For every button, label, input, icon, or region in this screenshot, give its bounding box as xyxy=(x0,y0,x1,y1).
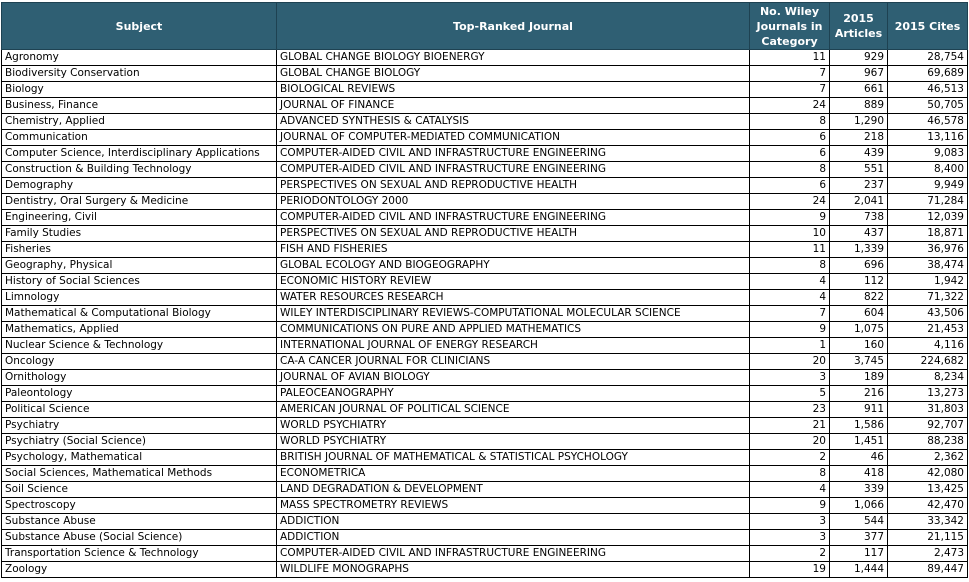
cell-wiley-count: 8 xyxy=(750,162,830,178)
cell-journal: WILDLIFE MONOGRAPHS xyxy=(277,562,750,578)
cell-wiley-count: 7 xyxy=(750,66,830,82)
table-row xyxy=(2,514,968,530)
cell-journal: PERSPECTIVES ON SEXUAL AND REPRODUCTIVE HEALTH xyxy=(277,226,750,242)
table-row xyxy=(2,466,968,482)
cell-cites: 36,976 xyxy=(888,242,968,258)
cell-cites: 71,322 xyxy=(888,290,968,306)
cell-cites: 88,238 xyxy=(888,434,968,450)
cell-subject: Substance Abuse xyxy=(2,514,277,530)
cell-subject: Political Science xyxy=(2,402,277,418)
table-row xyxy=(2,178,968,194)
cell-journal: BIOLOGICAL REVIEWS xyxy=(277,82,750,98)
cell-subject: Psychiatry (Social Science) xyxy=(2,434,277,450)
cell-subject: Soil Science xyxy=(2,482,277,498)
cell-wiley-count: 10 xyxy=(750,226,830,242)
table-row xyxy=(2,418,968,434)
cell-journal: AMERICAN JOURNAL OF POLITICAL SCIENCE xyxy=(277,402,750,418)
col-header-subject: Subject xyxy=(2,3,277,50)
cell-subject: Zoology xyxy=(2,562,277,578)
table-row xyxy=(2,450,968,466)
col-header-articles-line2: Articles xyxy=(834,27,883,40)
cell-articles: 3,745 xyxy=(830,354,888,370)
cell-cites: 31,803 xyxy=(888,402,968,418)
table-row xyxy=(2,402,968,418)
cell-journal: ECONOMETRICA xyxy=(277,466,750,482)
cell-wiley-count: 7 xyxy=(750,82,830,98)
table-body xyxy=(2,50,968,578)
table-row xyxy=(2,274,968,290)
cell-subject: Engineering, Civil xyxy=(2,210,277,226)
cell-wiley-count: 11 xyxy=(750,50,830,66)
cell-articles: 1,075 xyxy=(830,322,888,338)
header-row xyxy=(2,3,968,50)
cell-cites: 89,447 xyxy=(888,562,968,578)
cell-articles: 218 xyxy=(830,130,888,146)
cell-cites: 18,871 xyxy=(888,226,968,242)
cell-cites: 21,115 xyxy=(888,530,968,546)
cell-subject: Biodiversity Conservation xyxy=(2,66,277,82)
cell-journal: COMPUTER-AIDED CIVIL AND INFRASTRUCTURE ENGINEERING xyxy=(277,146,750,162)
cell-wiley-count: 23 xyxy=(750,402,830,418)
cell-subject: Limnology xyxy=(2,290,277,306)
table-row xyxy=(2,354,968,370)
cell-articles: 117 xyxy=(830,546,888,562)
col-header-journal: Top-Ranked Journal xyxy=(277,3,750,50)
cell-subject: History of Social Sciences xyxy=(2,274,277,290)
cell-wiley-count: 19 xyxy=(750,562,830,578)
cell-subject: Psychology, Mathematical xyxy=(2,450,277,466)
cell-wiley-count: 3 xyxy=(750,514,830,530)
cell-articles: 551 xyxy=(830,162,888,178)
cell-journal: ECONOMIC HISTORY REVIEW xyxy=(277,274,750,290)
cell-cites: 8,234 xyxy=(888,370,968,386)
cell-journal: JOURNAL OF FINANCE xyxy=(277,98,750,114)
cell-cites: 9,949 xyxy=(888,178,968,194)
cell-cites: 4,116 xyxy=(888,338,968,354)
col-header-articles xyxy=(830,3,888,50)
cell-wiley-count: 24 xyxy=(750,194,830,210)
cell-journal: FISH AND FISHERIES xyxy=(277,242,750,258)
cell-cites: 50,705 xyxy=(888,98,968,114)
cell-articles: 889 xyxy=(830,98,888,114)
table-row xyxy=(2,434,968,450)
cell-articles: 377 xyxy=(830,530,888,546)
cell-articles: 967 xyxy=(830,66,888,82)
cell-subject: Mathematics, Applied xyxy=(2,322,277,338)
cell-journal: PALEOCEANOGRAPHY xyxy=(277,386,750,402)
cell-cites: 43,506 xyxy=(888,306,968,322)
cell-articles: 237 xyxy=(830,178,888,194)
table-row xyxy=(2,50,968,66)
cell-journal: WORLD PSYCHIATRY xyxy=(277,434,750,450)
cell-cites: 92,707 xyxy=(888,418,968,434)
cell-articles: 439 xyxy=(830,146,888,162)
cell-wiley-count: 1 xyxy=(750,338,830,354)
col-header-wiley-count xyxy=(750,3,830,50)
cell-articles: 929 xyxy=(830,50,888,66)
cell-subject: Demography xyxy=(2,178,277,194)
cell-journal: COMPUTER-AIDED CIVIL AND INFRASTRUCTURE ENGINEERING xyxy=(277,546,750,562)
cell-articles: 1,339 xyxy=(830,242,888,258)
cell-journal: ADVANCED SYNTHESIS & CATALYSIS xyxy=(277,114,750,130)
table-row xyxy=(2,306,968,322)
cell-subject: Mathematical & Computational Biology xyxy=(2,306,277,322)
cell-cites: 12,039 xyxy=(888,210,968,226)
cell-journal: BRITISH JOURNAL OF MATHEMATICAL & STATISTICAL PSYCHOLOGY xyxy=(277,450,750,466)
cell-subject: Substance Abuse (Social Science) xyxy=(2,530,277,546)
cell-subject: Spectroscopy xyxy=(2,498,277,514)
table-row xyxy=(2,242,968,258)
cell-cites: 46,513 xyxy=(888,82,968,98)
table-row xyxy=(2,162,968,178)
cell-articles: 189 xyxy=(830,370,888,386)
cell-wiley-count: 20 xyxy=(750,434,830,450)
cell-journal: PERSPECTIVES ON SEXUAL AND REPRODUCTIVE HEALTH xyxy=(277,178,750,194)
table-row xyxy=(2,98,968,114)
cell-articles: 418 xyxy=(830,466,888,482)
cell-journal: COMPUTER-AIDED CIVIL AND INFRASTRUCTURE ENGINEERING xyxy=(277,210,750,226)
table-row xyxy=(2,130,968,146)
table-row xyxy=(2,114,968,130)
cell-articles: 160 xyxy=(830,338,888,354)
col-header-wiley-line3: Category xyxy=(761,34,818,48)
cell-wiley-count: 9 xyxy=(750,498,830,514)
cell-subject: Computer Science, Interdisciplinary Applications xyxy=(2,146,277,162)
cell-wiley-count: 9 xyxy=(750,322,830,338)
cell-articles: 661 xyxy=(830,82,888,98)
cell-cites: 69,689 xyxy=(888,66,968,82)
cell-subject: Communication xyxy=(2,130,277,146)
cell-articles: 911 xyxy=(830,402,888,418)
cell-cites: 1,942 xyxy=(888,274,968,290)
cell-journal: GLOBAL CHANGE BIOLOGY BIOENERGY xyxy=(277,50,750,66)
cell-journal: CA-A CANCER JOURNAL FOR CLINICIANS xyxy=(277,354,750,370)
cell-wiley-count: 3 xyxy=(750,370,830,386)
cell-articles: 822 xyxy=(830,290,888,306)
cell-wiley-count: 24 xyxy=(750,98,830,114)
cell-wiley-count: 6 xyxy=(750,130,830,146)
cell-subject: Paleontology xyxy=(2,386,277,402)
cell-cites: 38,474 xyxy=(888,258,968,274)
cell-wiley-count: 5 xyxy=(750,386,830,402)
table-row xyxy=(2,226,968,242)
table-row xyxy=(2,210,968,226)
cell-journal: JOURNAL OF COMPUTER-MEDIATED COMMUNICATION xyxy=(277,130,750,146)
cell-subject: Nuclear Science & Technology xyxy=(2,338,277,354)
cell-cites: 224,682 xyxy=(888,354,968,370)
cell-articles: 437 xyxy=(830,226,888,242)
cell-journal: GLOBAL ECOLOGY AND BIOGEOGRAPHY xyxy=(277,258,750,274)
cell-articles: 112 xyxy=(830,274,888,290)
table-row xyxy=(2,562,968,578)
cell-cites: 42,080 xyxy=(888,466,968,482)
table-row xyxy=(2,258,968,274)
col-header-articles-line1: 2015 xyxy=(843,12,874,25)
cell-articles: 216 xyxy=(830,386,888,402)
col-header-cites: 2015 Cites xyxy=(888,3,968,50)
cell-articles: 1,066 xyxy=(830,498,888,514)
cell-cites: 46,578 xyxy=(888,114,968,130)
cell-wiley-count: 21 xyxy=(750,418,830,434)
cell-wiley-count: 20 xyxy=(750,354,830,370)
cell-cites: 71,284 xyxy=(888,194,968,210)
table-row xyxy=(2,530,968,546)
cell-wiley-count: 8 xyxy=(750,258,830,274)
cell-articles: 696 xyxy=(830,258,888,274)
cell-articles: 1,444 xyxy=(830,562,888,578)
cell-cites: 21,453 xyxy=(888,322,968,338)
cell-journal: PERIODONTOLOGY 2000 xyxy=(277,194,750,210)
cell-articles: 1,290 xyxy=(830,114,888,130)
cell-journal: ADDICTION xyxy=(277,514,750,530)
cell-subject: Social Sciences, Mathematical Methods xyxy=(2,466,277,482)
table-row xyxy=(2,370,968,386)
cell-cites: 2,473 xyxy=(888,546,968,562)
col-header-wiley-line2: Journals in xyxy=(756,19,823,33)
cell-articles: 46 xyxy=(830,450,888,466)
cell-journal: COMPUTER-AIDED CIVIL AND INFRASTRUCTURE ENGINEERING xyxy=(277,162,750,178)
cell-cites: 28,754 xyxy=(888,50,968,66)
cell-wiley-count: 3 xyxy=(750,530,830,546)
cell-wiley-count: 6 xyxy=(750,178,830,194)
cell-wiley-count: 9 xyxy=(750,210,830,226)
cell-cites: 9,083 xyxy=(888,146,968,162)
cell-subject: Oncology xyxy=(2,354,277,370)
cell-journal: LAND DEGRADATION & DEVELOPMENT xyxy=(277,482,750,498)
cell-journal: JOURNAL OF AVIAN BIOLOGY xyxy=(277,370,750,386)
cell-subject: Business, Finance xyxy=(2,98,277,114)
cell-subject: Psychiatry xyxy=(2,418,277,434)
cell-journal: MASS SPECTROMETRY REVIEWS xyxy=(277,498,750,514)
table-row xyxy=(2,82,968,98)
cell-journal: INTERNATIONAL JOURNAL OF ENERGY RESEARCH xyxy=(277,338,750,354)
cell-subject: Agronomy xyxy=(2,50,277,66)
cell-cites: 13,116 xyxy=(888,130,968,146)
cell-subject: Chemistry, Applied xyxy=(2,114,277,130)
cell-subject: Transportation Science & Technology xyxy=(2,546,277,562)
table-row xyxy=(2,498,968,514)
cell-articles: 604 xyxy=(830,306,888,322)
cell-wiley-count: 8 xyxy=(750,466,830,482)
cell-cites: 13,425 xyxy=(888,482,968,498)
table-row xyxy=(2,290,968,306)
cell-articles: 544 xyxy=(830,514,888,530)
cell-subject: Fisheries xyxy=(2,242,277,258)
table-row xyxy=(2,386,968,402)
cell-subject: Geography, Physical xyxy=(2,258,277,274)
cell-cites: 2,362 xyxy=(888,450,968,466)
cell-wiley-count: 2 xyxy=(750,546,830,562)
cell-articles: 738 xyxy=(830,210,888,226)
col-header-wiley-line1: No. Wiley xyxy=(759,4,820,18)
table-row xyxy=(2,338,968,354)
cell-wiley-count: 6 xyxy=(750,146,830,162)
table-row xyxy=(2,546,968,562)
cell-wiley-count: 7 xyxy=(750,306,830,322)
cell-wiley-count: 4 xyxy=(750,274,830,290)
cell-wiley-count: 11 xyxy=(750,242,830,258)
cell-subject: Construction & Building Technology xyxy=(2,162,277,178)
cell-wiley-count: 4 xyxy=(750,482,830,498)
cell-subject: Ornithology xyxy=(2,370,277,386)
cell-wiley-count: 2 xyxy=(750,450,830,466)
cell-subject: Family Studies xyxy=(2,226,277,242)
cell-cites: 8,400 xyxy=(888,162,968,178)
cell-articles: 2,041 xyxy=(830,194,888,210)
cell-cites: 13,273 xyxy=(888,386,968,402)
cell-articles: 1,586 xyxy=(830,418,888,434)
cell-cites: 33,342 xyxy=(888,514,968,530)
cell-wiley-count: 8 xyxy=(750,114,830,130)
journal-rankings-table xyxy=(1,2,968,578)
cell-journal: GLOBAL CHANGE BIOLOGY xyxy=(277,66,750,82)
cell-subject: Dentistry, Oral Surgery & Medicine xyxy=(2,194,277,210)
table-row xyxy=(2,482,968,498)
cell-subject: Biology xyxy=(2,82,277,98)
cell-articles: 1,451 xyxy=(830,434,888,450)
table-row xyxy=(2,194,968,210)
cell-journal: COMMUNICATIONS ON PURE AND APPLIED MATHEMATICS xyxy=(277,322,750,338)
cell-articles: 339 xyxy=(830,482,888,498)
table-row xyxy=(2,322,968,338)
table-row xyxy=(2,146,968,162)
cell-wiley-count: 4 xyxy=(750,290,830,306)
cell-journal: ADDICTION xyxy=(277,530,750,546)
cell-journal: WATER RESOURCES RESEARCH xyxy=(277,290,750,306)
cell-journal: WILEY INTERDISCIPLINARY REVIEWS-COMPUTATIONAL MOLECULAR SCIENCE xyxy=(277,306,750,322)
cell-cites: 42,470 xyxy=(888,498,968,514)
cell-journal: WORLD PSYCHIATRY xyxy=(277,418,750,434)
table-row xyxy=(2,66,968,82)
